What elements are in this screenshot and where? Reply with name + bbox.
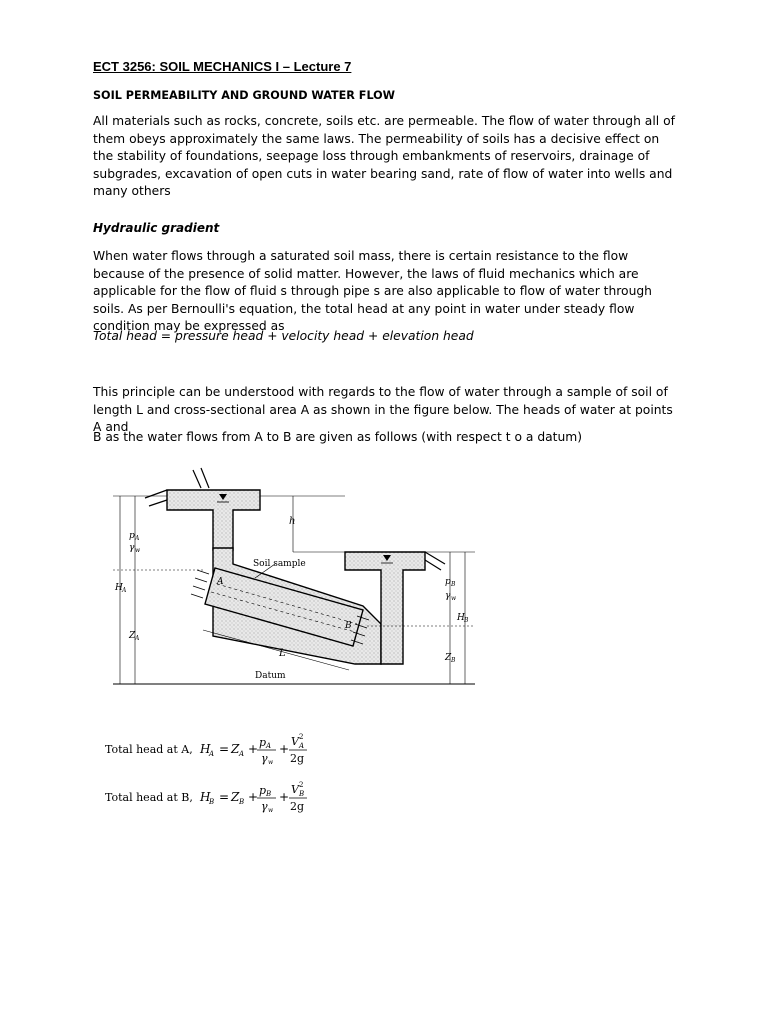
eq-a-label: Total head at A, [105,743,193,756]
za-label: Z [129,631,136,641]
zb-sub: B [451,657,456,664]
pa-sub: A [135,535,140,542]
gamma-b-sub: w [451,595,457,602]
eq-b-plus2: + [279,790,290,804]
eq-b-p-sub: B [266,790,272,798]
datum-label: Datum [255,671,286,681]
soil-flow-diagram [105,460,485,692]
eq-a-plus1: + [248,742,259,756]
eq-a-equals: = [219,742,230,756]
eq-a-z-sub: A [239,750,245,758]
gamma-a-label: γ [129,543,135,553]
eq-a-v-sub: A [299,742,305,750]
eq-b-v-sub: B [299,790,305,798]
ha-sub: A [122,587,127,594]
eq-b-p: p [259,784,267,797]
head-label: h [289,516,296,527]
pb-label: p [445,577,451,587]
intro-paragraph: All materials such as rocks, concrete, soils etc. are permeable. The flow of water through all of them obeys approximately the same laws. The permeability of soils has a decisive effect on the stability of foundations, seepage loss through embankments of reservoirs, drainage of subgrades, excavation of open cuts in water bearing sand, rate of flow of water into wells and many others [93,114,675,198]
document-title: ECT 3256: SOIL MECHANICS I – Lecture 7 [93,59,352,74]
eq-b-label: Total head at B, [105,791,193,804]
eq-b-gamma-sub: w [268,807,274,814]
point-a-label: A [217,577,224,587]
eq-a-v: V [291,735,299,748]
eq-a-2g: 2g [290,752,305,765]
eq-a-p: p [259,736,267,749]
eq-a-lhs-sub: A [209,750,215,758]
gamma-a-sub: w [135,547,141,554]
gradient-paragraph: When water flows through a saturated soil mass, there is certain resistance to the flow because of the presence of solid matter. However, the laws of fluid mechanics which are applicable for the flow of fluid s through pipe s are also applicable to flow of water through soils. As per Bernoulli's equation, the total head at any point in water under steady flow condition may be expressed as [93,249,652,333]
head-equations [100,728,360,823]
eq-a-z: Z [231,742,240,756]
soil-sample-label: Soil sample [253,559,306,569]
eq-a-gamma: γ [261,752,268,765]
eq-a-lhs: H [200,742,211,756]
eq-a-gamma-sub: w [268,759,274,766]
total-head-formula: Total head = pressure head + velocity head + elevation head [93,329,474,343]
eq-b-z-sub: B [239,798,245,806]
left-tank [167,490,260,550]
pa-label: p [129,531,135,541]
za-sub: A [135,635,140,642]
principle-paragraph: This principle can be understood with regards to the flow of water through a sample of soil of length L and cross-sectional area A as shown in the figure below. The heads of water at points A and [93,385,673,434]
eq-a-plus2: + [279,742,290,756]
eq-b-equals: = [219,790,230,804]
section-heading: SOIL PERMEABILITY AND GROUND WATER FLOW [93,89,396,102]
pb-sub: B [451,581,456,588]
eq-b-plus1: + [248,790,259,804]
eq-b-gamma: γ [261,800,268,813]
length-label: L [279,648,286,659]
eq-a-p-sub: A [266,742,272,750]
zb-label: Z [445,653,452,663]
eq-b-lhs-sub: B [209,798,215,806]
flow-arrows-a [191,570,209,598]
ha-label: H [115,583,123,593]
eq-b-v: V [291,783,299,796]
gamma-b-label: γ [445,591,451,601]
hb-sub: B [464,617,469,624]
eq-b-v-square: 2 [299,781,304,789]
hb-label: H [457,613,465,623]
eq-b-z: Z [231,790,240,804]
eq-b-lhs: H [200,790,211,804]
point-b-label: B [345,621,352,631]
eq-b-2g: 2g [290,800,305,813]
continuation-line: B as the water flows from A to B are given as follows (with respect t o a datum) [93,430,583,444]
subheading-hydraulic-gradient: Hydraulic gradient [93,221,220,235]
eq-a-v-square: 2 [299,733,304,741]
